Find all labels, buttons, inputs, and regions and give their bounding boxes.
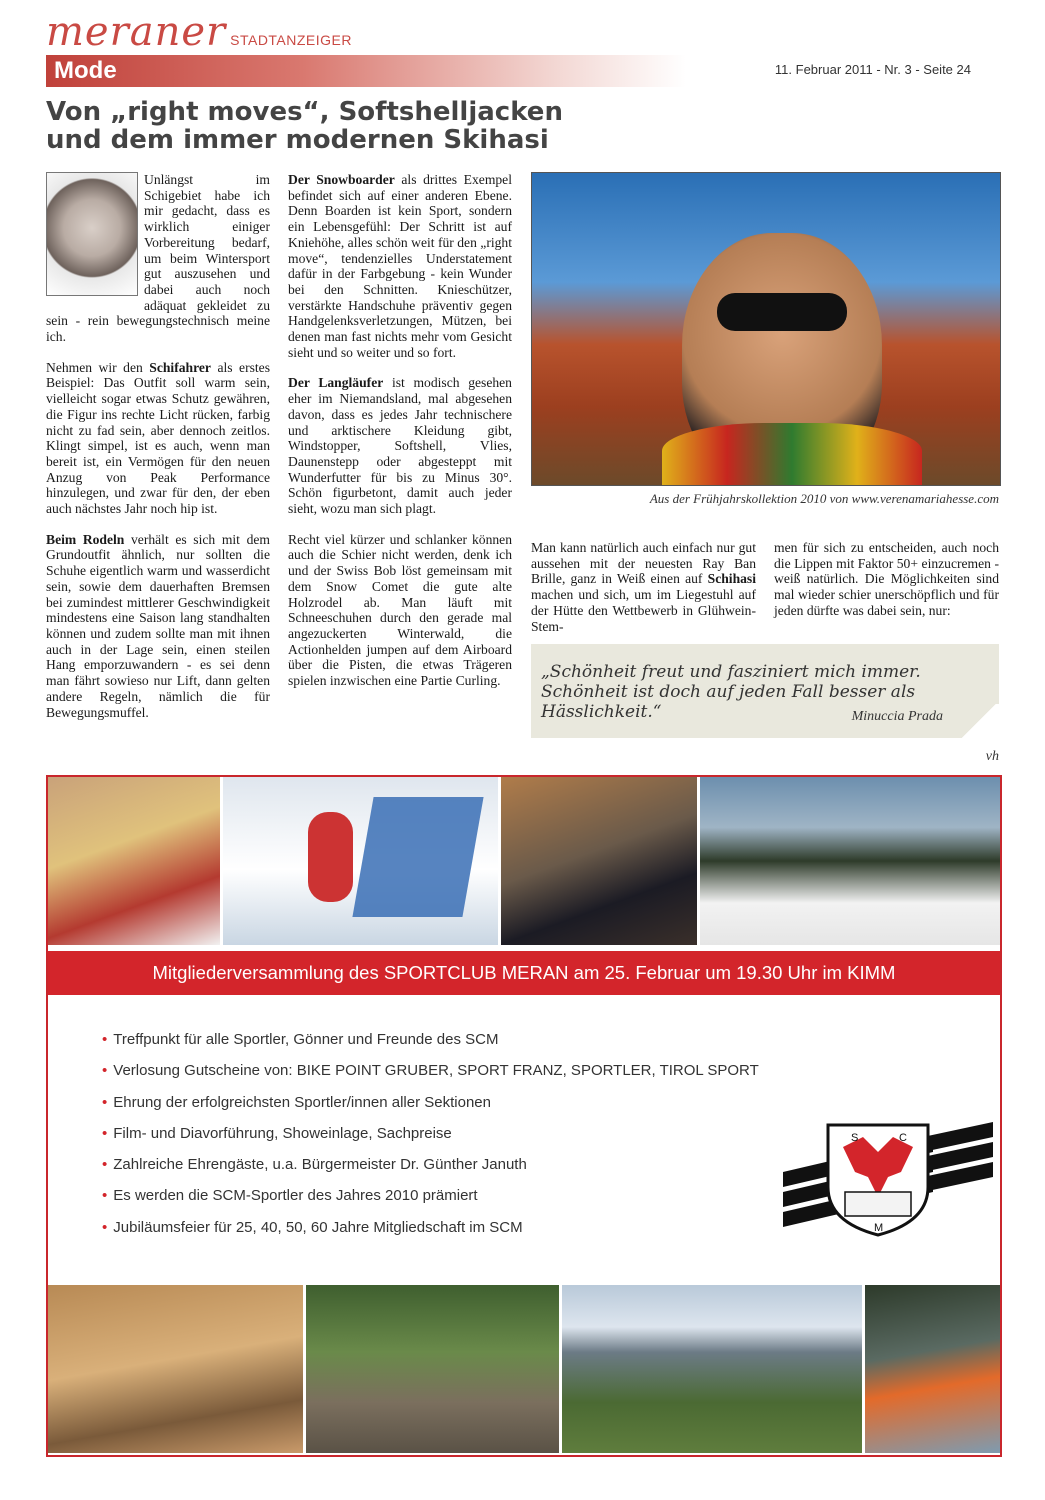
article-headline: Von „right moves“, Softshelljacken und dem immer modernen Skihasi: [46, 97, 563, 155]
text: ist modisch gesehen eher im Niemandsland, mal abgesehen davon, dass es jedes Jahr technischere und arktischere Kleidung gibt, Windstopper, Softshell, Vlies, Daunenstepp oder abgesteppt mit Wunderfutter für bis zu Minus 30°. Schön figurbetont, damit auch jeder sieht, wozu man sich plagt.: [288, 375, 512, 517]
list-item: • Ehrung der erfolgreichsten Sportler/innen aller Sektionen: [102, 1093, 491, 1111]
text: Man kann natürlich auch einfach nur gut aussehen mit der neuesten Ray Ban Brille, ganz in Weiß einen auf: [531, 540, 756, 587]
article-column-3: [531, 540, 756, 649]
text: machen und sich, um im Liegestuhl auf der Hütte den Wettbewerb in Glühwein-Stem-: [531, 587, 756, 634]
newspaper-logo: meraner: [46, 9, 227, 55]
crest-letter-s: S: [851, 1132, 859, 1144]
keyword: Schifahrer: [149, 359, 211, 375]
photo-caption: Aus der Frühjahrskollektion 2010 von www.verenamariahesse.com: [649, 491, 999, 506]
keyword: Beim Rodeln: [46, 531, 125, 547]
masthead: [46, 9, 353, 55]
photo-snowboarder: [223, 777, 501, 945]
keyword: Der Langläufer: [288, 375, 384, 391]
author-signature: vh: [985, 749, 999, 764]
paragraph: Recht viel kürzer und schlanker können auch die Schier nicht werden, denk ich und der Swiss Bob löst gemeinsam mit dem Snow Comet die gute alte Holzrodel ab. Man läuft mit Schneeschuhen durch den gerade mal angezuckerten Winterwald, die Actionhelden jumpen auf dem Airboard über die Pisten, die etwas Trägeren spielen inzwischen eine Partie Curling.: [288, 531, 512, 689]
keyword: Schihasi: [707, 571, 756, 587]
author-photo: [46, 172, 138, 296]
article-column-2: [288, 172, 512, 704]
sunglasses: [717, 293, 847, 331]
crest-letter-m: M: [874, 1222, 884, 1234]
scm-club-crest: [783, 1117, 993, 1237]
list-item: • Es werden die SCM-Sportler des Jahres 2010 prämiert: [102, 1187, 478, 1205]
text: als erstes Beispiel: Das Outfit soll warm sein, vielleicht sogar etwas Schutz gewähren, die Figur ins rechte Licht rücken, farbig nicht zu fad sein, aber dennoch zeitlos. Klingt simpel, ist es auch, wenn man bereit ist, ein Vermögen für den neuen Anzug von Peak Performance hinzulegen, und zwar für den, der eben auch nächstes Jahr noch hip ist.: [46, 359, 270, 517]
keyword: Der Snowboarder: [288, 172, 395, 187]
quote-line: „Schönheit freut und fasziniert mich immer.: [541, 662, 921, 682]
list-item: • Zahlreiche Ehrengäste, u.a. Bürgermeister Dr. Günther Januth: [102, 1156, 527, 1174]
scarf: [662, 423, 922, 486]
paragraph: Unlängst im Schigebiet habe ich mir gedacht, dass es wirklich einiger Vorbereitung bedarf, um beim Wintersport gut auszusehen und dabei auch noch adäquat gekleidet zu sein - rein bewegungstechnisch meine ich.: [46, 172, 270, 345]
crest-letter-c: C: [899, 1132, 907, 1144]
list-item: • Jubiläumsfeier für 25, 40, 50, 60 Jahre Mitgliedschaft im SCM: [102, 1218, 523, 1236]
photo-badminton: [48, 1285, 306, 1453]
list-item-text: Verlosung Gutscheine von: BIKE POINT GRUBER, SPORT FRANZ, SPORTLER, TIROL SPORT: [113, 1062, 759, 1080]
photo-handball-player: [501, 777, 700, 945]
page-curl: [959, 704, 999, 738]
text: als drittes Exempel befindet sich auf einer anderen Ebene. Denn Boarden ist kein Sport, sondern ein Lebensgefühl: Der Schritt ist auf Kniehöhe, alles schön weit für den „right move“, tendenzielles Understatement dafür in der Farbgebung - kein Wunder bei den Schnitten. Knieschützer, verstärkte Handschuhe präventiv gegen Handgelenksverletzungen, Mützen, bei denen man fast nichts mehr vom Gesicht sieht und so weiter und so fort.: [288, 172, 512, 360]
dateline: 11. Februar 2011 - Nr. 3 - Seite 24: [774, 62, 971, 77]
list-item: • Verlosung Gutscheine von: BIKE POINT GRUBER, SPORT FRANZ, SPORTLER, TIROL SPORT: [102, 1062, 759, 1080]
photo-mountainbike-kids: [306, 1285, 562, 1453]
list-item-text: Ehrung der erfolgreichsten Sportler/innen aller Sektionen: [113, 1093, 491, 1111]
newspaper-subtitle: STADTANZEIGER: [230, 32, 353, 48]
text: Nehmen wir den: [46, 359, 150, 375]
fashion-photo: [531, 172, 1001, 486]
list-item: • Film- und Diavorführung, Showeinlage, Sachpreise: [102, 1124, 452, 1142]
list-item-text: Treffpunkt für alle Sportler, Gönner und Freunde des SCM: [113, 1031, 499, 1048]
list-item-text: Jubiläumsfeier für 25, 40, 50, 60 Jahre Mitgliedschaft im SCM: [113, 1218, 523, 1236]
list-item-text: Film- und Diavorführung, Showeinlage, Sachpreise: [113, 1124, 452, 1142]
photo-martial-arts: [562, 1285, 865, 1453]
event-bullet-list: [102, 1031, 759, 1250]
section-title: Mode: [54, 57, 117, 84]
photo-kayak: [865, 1285, 1000, 1453]
quote-box: [531, 644, 999, 738]
event-banner-text: Mitgliederversammlung des SPORTCLUB MERAN am 25. Februar um 19.30 Uhr im KIMM: [152, 962, 896, 983]
text: verhält es sich mit dem Grundoutfit ähnlich, nur sollten die Schuhe eigentlich warm und wasserdicht sein, sowie dem dauerhaften Bremsen bei zumindest mittlerer Geschwindigkeit mindestens eine Saison lang standhalten können und zudem sollte man mit ihnen auch in der Lage sein, einen steilen Hang emporzuwandern - es sei denn man fährt sowieso nur Lift, dann gelten andere Regeln, nämlich die für Bewegungsmuffel.: [46, 531, 270, 720]
list-item-text: Zahlreiche Ehrengäste, u.a. Bürgermeister Dr. Günther Januth: [113, 1156, 527, 1174]
article-column-4: men für sich zu entscheiden, auch noch die Lippen mit Faktor 50+ einzucremen - weiß natürlich. Die Möglichkeiten sind mal wieder schier unerschöpflich und für jeden dürfte was dabei sein, nur:: [774, 540, 999, 618]
photo-strip-bottom: [48, 1285, 1000, 1453]
photo-team-group: [700, 777, 1000, 945]
section-bar: [46, 55, 686, 87]
list-item: • Treffpunkt für alle Sportler, Gönner und Freunde des SCM: [102, 1031, 499, 1048]
article-column-1: [46, 172, 270, 735]
photo-kids-balls: [48, 777, 223, 945]
crest-panel: [845, 1192, 911, 1216]
quote-source: Minuccia Prada: [851, 709, 943, 724]
photo-strip-top: [48, 777, 1000, 945]
event-banner: [48, 951, 1000, 995]
quote-line: Schönheit ist doch auf jeden Fall besser als Hässlichkeit.“: [541, 682, 916, 722]
list-item-text: Es werden die SCM-Sportler des Jahres 2010 prämiert: [113, 1187, 478, 1205]
sportclub-advertisement: [46, 775, 1002, 1457]
